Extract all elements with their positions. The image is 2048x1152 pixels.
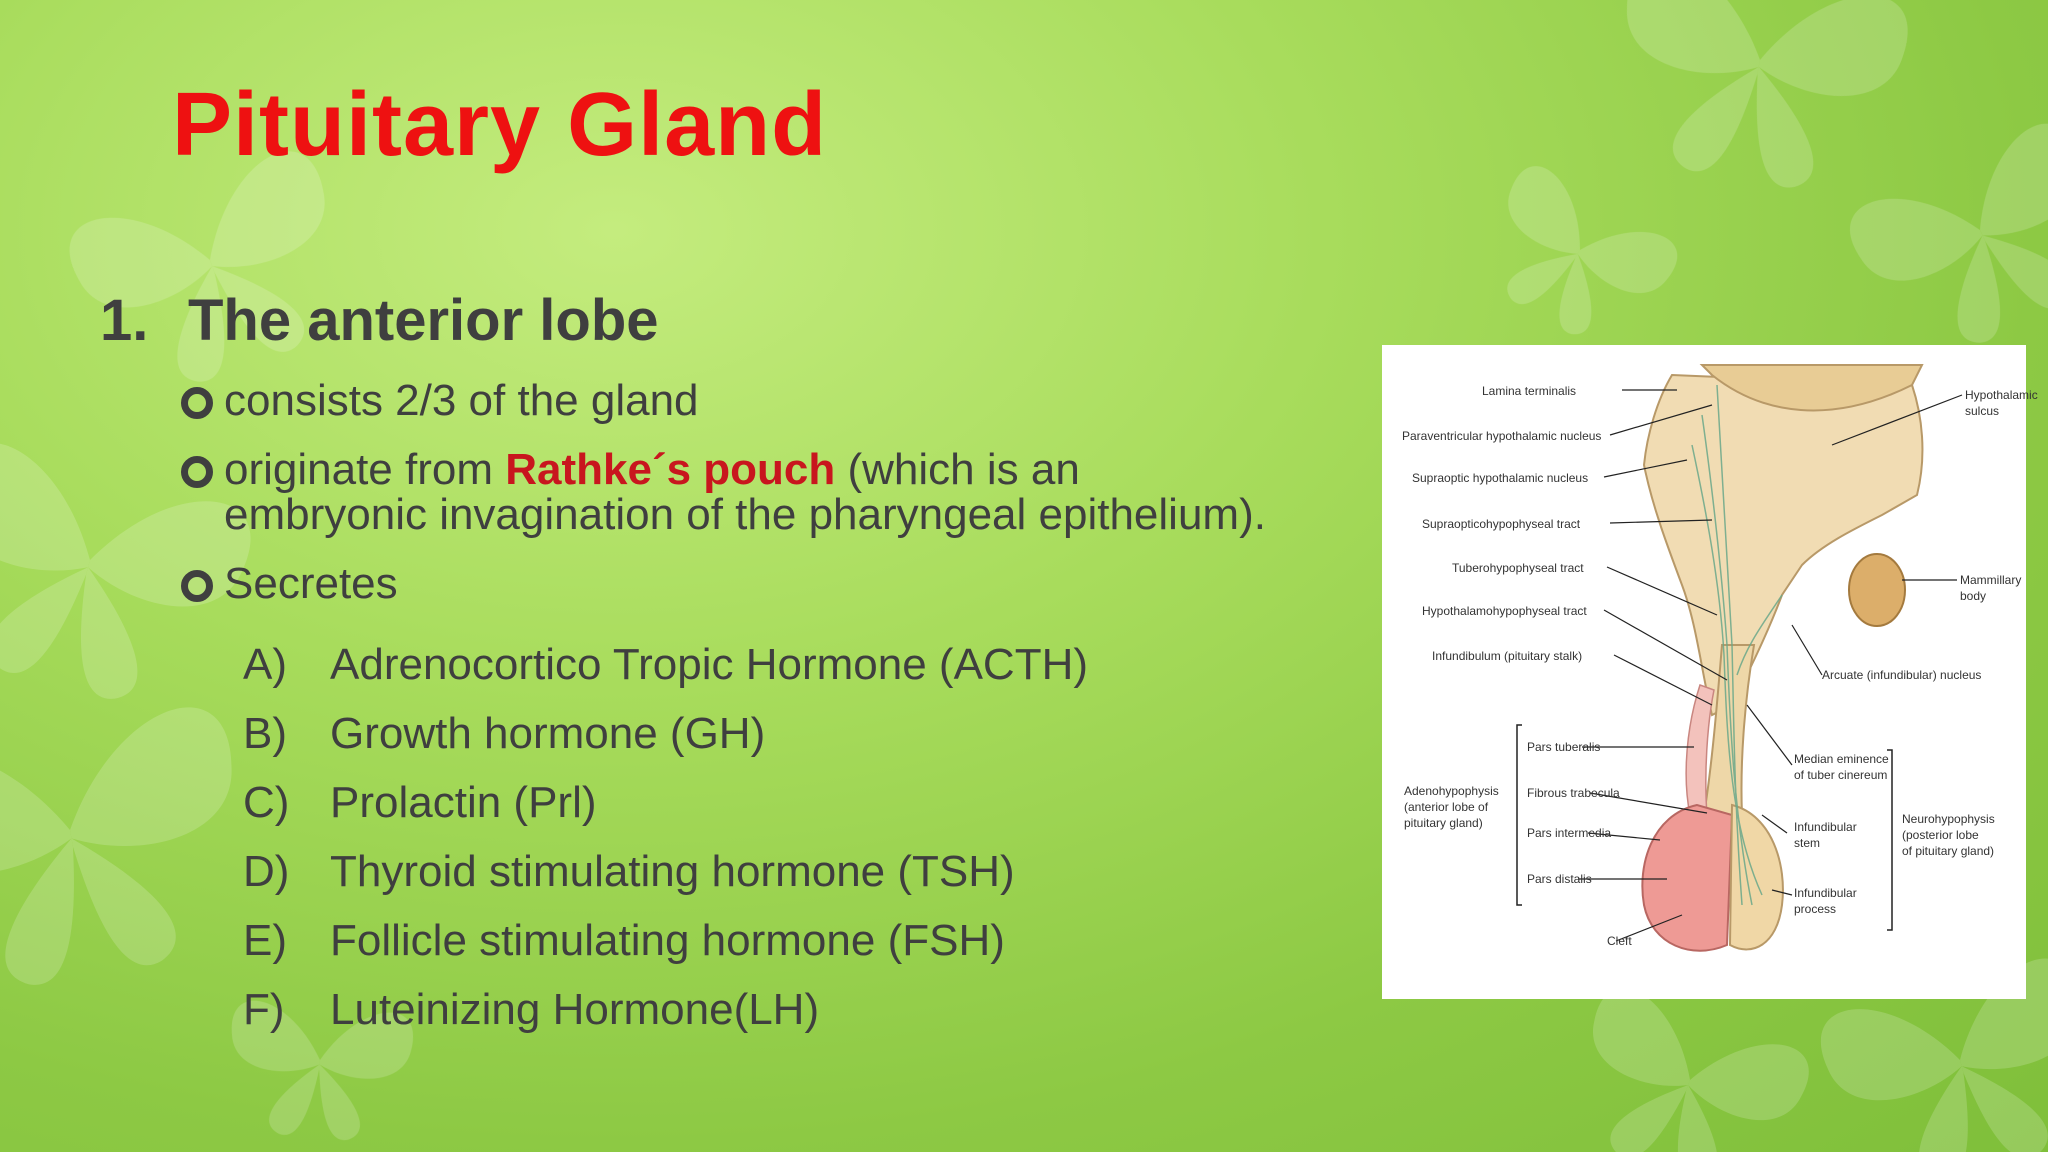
bullet-text: (which is an [835,445,1080,494]
diagram-label: Hypothalamic [1965,388,2038,402]
diagram-label: (anterior lobe of [1404,800,1489,814]
pituitary-diagram [1382,345,2038,999]
item-letter: B) [243,709,287,758]
diagram-label: Supraoptic hypothalamic nucleus [1412,471,1589,485]
bullet-text: Secretes [224,559,398,608]
secretion-item [243,630,1088,699]
butterfly-icon [1462,158,1685,363]
bullet-item [178,378,1358,423]
diagram-label: Neurohypophysis [1902,812,1995,826]
diagram-label: stem [1794,836,1821,850]
diagram-label: pituitary gland) [1404,816,1483,830]
secretion-item [243,837,1088,906]
secretion-item [243,699,1088,768]
item-text: Follicle stimulating hormone (FSH) [330,916,1005,965]
ring-bullet-icon [181,387,213,419]
butterfly-icon [60,143,372,411]
butterfly-icon [1840,114,2048,375]
section-heading [100,288,659,353]
diagram-label: Adenohypophysis [1404,784,1499,798]
item-text: Growth hormone (GH) [330,709,766,758]
ring-bullet-icon [181,570,213,602]
diagram-label: Hypothalamohypophyseal tract [1422,604,1587,618]
secretion-item [243,906,1088,975]
diagram-label: Lamina terminalis [1482,384,1577,398]
diagram-label: body [1960,589,1987,603]
mammillary-body [1849,554,1905,626]
diagram-label: sulcus [1965,404,2000,418]
diagram-label: process [1794,902,1837,916]
diagram-label: Pars tuberalis [1527,740,1601,754]
diagram-label: (posterior lobe [1902,828,1979,842]
diagram-label: Pars distalis [1527,872,1592,886]
bullet-text-continuation: embryonic invagination of the pharyngeal epithelium). [224,490,1266,539]
highlight-term: Rathke´s pouch [505,445,836,494]
butterfly-icon [0,701,265,1005]
section-heading-text: The anterior lobe [188,288,659,353]
slide-title: Pituitary Gland [172,75,828,175]
diagram-label: Infundibulum (pituitary stalk) [1432,649,1583,663]
bullet-item [178,447,1358,537]
butterfly-icon [1553,981,1817,1152]
pituitary-illustration [1382,345,2038,999]
bracket [1887,750,1892,930]
item-letter: D) [243,847,290,896]
bullet-text: originate from [224,445,506,494]
diagram-label: Infundibular [1794,820,1857,834]
item-letter: A) [243,640,287,689]
butterfly-icon [1600,0,1914,204]
secretion-item [243,975,1088,1044]
anterior-lobe [1642,805,1732,951]
diagram-label: Cleft [1607,934,1632,948]
bracket [1517,725,1522,905]
item-text: Prolactin (Prl) [330,778,597,827]
bullet-item [178,561,1358,606]
bullet-text: consists 2/3 of the gland [224,376,699,425]
item-text: Adrenocortico Tropic Hormone (ACTH) [330,640,1089,689]
ring-bullet-icon [181,456,213,488]
item-text: Thyroid stimulating hormone (TSH) [330,847,1015,896]
bullet-list [178,378,1358,630]
section-number: 1. [100,288,149,353]
diagram-label: Pars intermedia [1527,826,1612,840]
diagram-label: Infundibular [1794,886,1857,900]
item-letter: F) [243,985,285,1034]
diagram-label: Paraventricular hypothalamic nucleus [1402,429,1602,443]
diagram-label: Fibrous trabecula [1527,786,1620,800]
diagram-label: Supraopticohypophyseal tract [1422,517,1581,531]
secretion-item [243,768,1088,837]
diagram-label: Mammillary [1960,573,2022,587]
diagram-label: Median eminence [1794,752,1889,766]
item-letter: E) [243,916,287,965]
diagram-label: Tuberohypophyseal tract [1452,561,1584,575]
diagram-label: Arcuate (infundibular) nucleus [1822,668,1982,682]
item-letter: C) [243,778,290,827]
diagram-label: of pituitary gland) [1902,844,1995,858]
item-text: Luteinizing Hormone(LH) [330,985,820,1034]
secretion-list [243,630,1088,1044]
diagram-label: of tuber cinereum [1794,768,1888,782]
